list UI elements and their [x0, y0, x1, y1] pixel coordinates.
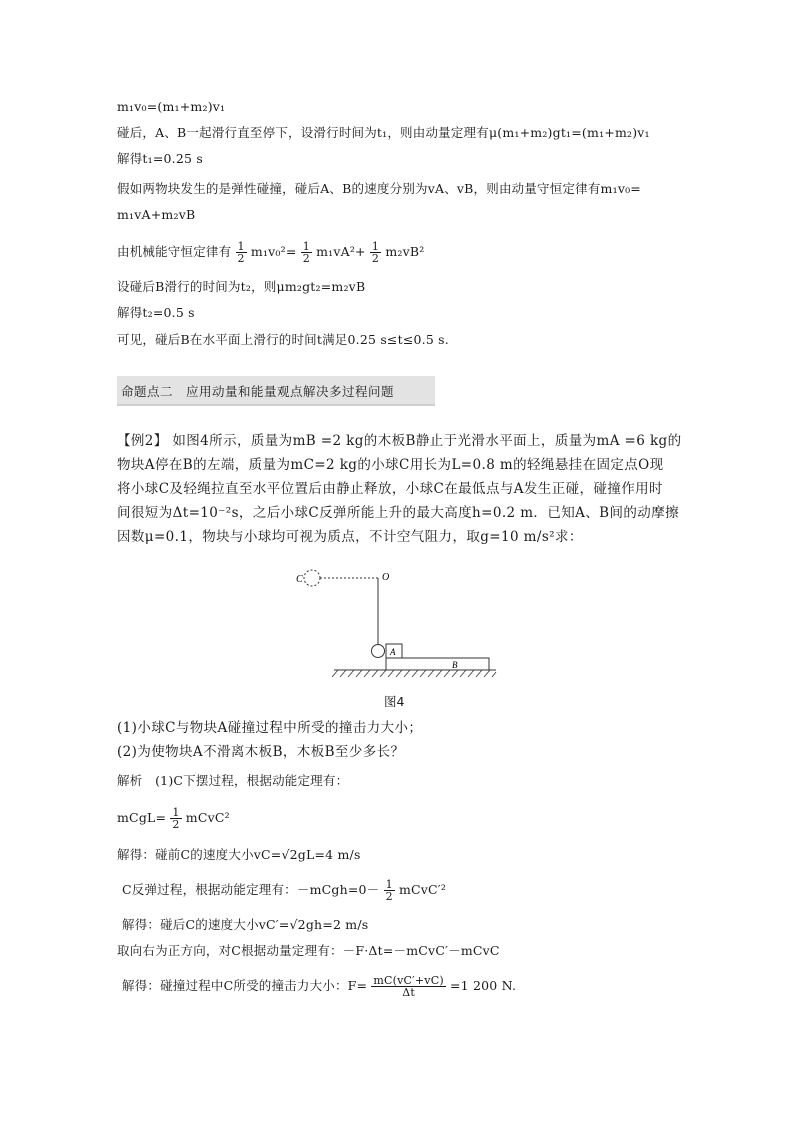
- numerator: 1: [172, 806, 180, 819]
- fraction: [384, 879, 395, 902]
- problem-text: 间很短为Δt=10⁻²s，之后小球C反弹所能上升的最大高度h=0.2 m．已知A、B间的动摩擦: [117, 505, 679, 521]
- fraction: [170, 807, 181, 830]
- text: 解得：碰撞过程中C所受的撞击力大小：F=: [122, 978, 368, 993]
- question-1: (1)小球C与物块A碰撞过程中所受的撞击力大小；: [117, 720, 423, 736]
- figure-caption: 图4: [384, 694, 405, 709]
- denominator: 2: [371, 252, 380, 265]
- problem-text: 将小球C及轻绳拉直至水平位置后由静止释放，小球C在最低点与A发生正碰，碰撞作用时: [117, 481, 663, 497]
- solution-equation: [122, 966, 692, 1006]
- text: mCgL=: [117, 810, 167, 825]
- problem-text: 因数μ=0.1，物块与小球均可视为质点，不计空气阻力，取g=10 m/s²求：: [117, 529, 583, 545]
- text-line: 碰后，A、B一起滑行直至停下，设滑行时间为t₁，则由动量定理有μ(m₁+m₂)gt₁=(m₁+m₂)v₁: [117, 125, 650, 140]
- figure-4-diagram: [290, 565, 510, 685]
- denominator: 2: [385, 890, 393, 903]
- ball-c: [372, 645, 385, 658]
- text-line: 假如两物块发生的是弹性碰撞，碰后A、B的速度分别为vA、vB，则由动量守恒定律有m₁v₀=: [117, 181, 641, 196]
- solution-line: 解得：碰后C的速度大小vC′=√2gh=2 m/s: [122, 917, 369, 932]
- problem-text: 【例2】 如图4所示，质量为mB =2 kg的木板B静止于光滑水平面上，质量为mA =6 kg的: [117, 433, 682, 449]
- label-a: A: [390, 647, 396, 657]
- fraction: [301, 241, 312, 264]
- fraction: [370, 241, 381, 264]
- fraction: [371, 975, 445, 998]
- denominator: 2: [237, 252, 245, 265]
- section-title: 命题点二 应用动量和能量观点解决多过程问题: [121, 384, 395, 399]
- text-line: 可见，碰后B在水平面上滑行的时间t满足0.25 s≤t≤0.5 s.: [117, 332, 449, 347]
- label-b: B: [452, 660, 458, 670]
- solution-line: 取向右为正方向，对C根据动量定理有：－F·Δt=－mCvC′－mCvC: [117, 943, 500, 958]
- label-c: C: [296, 574, 303, 585]
- question-2: (2)为使物块A不滑离木板B，木板B至少多长？: [117, 744, 405, 760]
- text: 由机械能守恒定律有: [117, 244, 232, 259]
- text: m₂vB²: [385, 244, 425, 259]
- text-line: 解得t₂=0.5 s: [117, 305, 195, 320]
- label-o: O: [382, 572, 390, 583]
- solution-equation: [117, 800, 687, 836]
- numerator: 1: [385, 878, 393, 891]
- denominator: 2: [302, 252, 310, 265]
- text: mCvC′²: [398, 882, 447, 897]
- section-heading: [117, 376, 435, 406]
- numerator: 1: [302, 240, 310, 253]
- fraction: [236, 241, 247, 264]
- text: =1 200 N.: [450, 978, 517, 993]
- ball-c-initial: [304, 570, 320, 586]
- solution-heading: 解析 (1)C下摆过程，根据动能定理有：: [117, 773, 349, 788]
- text-line: 设碰后B滑行的时间为t₂，则μm₂gt₂=m₂vB: [117, 279, 366, 294]
- denominator: Δt: [402, 986, 415, 999]
- solution-line: 解得：碰前C的速度大小vC=√2gL=4 m/s: [117, 847, 361, 862]
- text-line: m₁vA+m₂vB: [117, 207, 196, 222]
- board-b: [386, 658, 489, 670]
- text-line: 解得t₁=0.25 s: [117, 151, 203, 166]
- numerator: 1: [237, 240, 245, 253]
- energy-equation: [117, 234, 687, 270]
- denominator: 2: [172, 818, 180, 831]
- solution-equation: [122, 872, 692, 908]
- problem-text: 物块A停在B的左端，质量为mC=2 kg的小球C用长为L=0.8 m的轻绳悬挂在固定点O现: [117, 457, 664, 473]
- ground-hatching: [332, 670, 496, 677]
- text: C反弹过程，根据动能定理有：－mCgh=0－: [122, 882, 380, 897]
- equation-momentum: m₁v₀=(m₁+m₂)v₁: [117, 99, 226, 114]
- text: m₁vA²+: [316, 244, 366, 259]
- numerator: 1: [371, 240, 380, 253]
- text: mCvC²: [185, 810, 230, 825]
- text: m₁v₀²=: [250, 244, 297, 259]
- numerator: mC(vC′+vC): [373, 974, 444, 987]
